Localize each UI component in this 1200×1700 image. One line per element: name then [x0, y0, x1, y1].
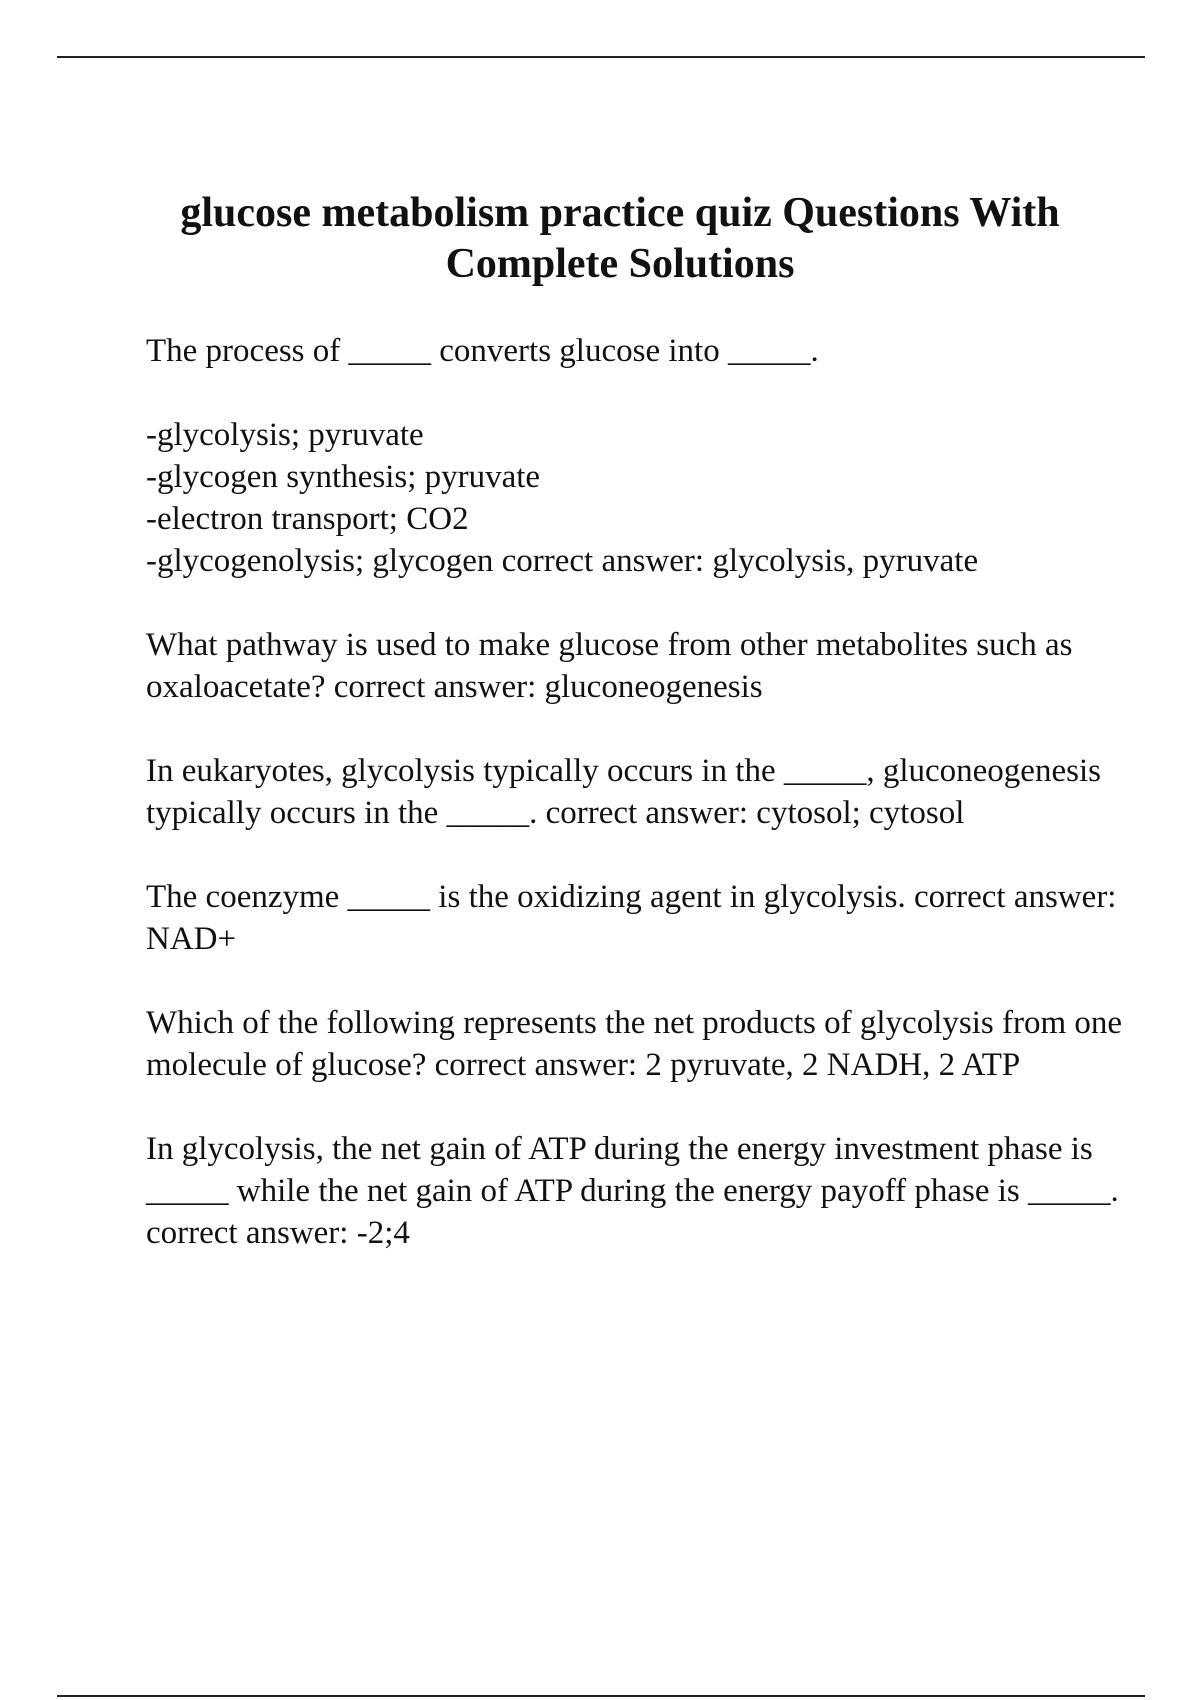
question-text: What pathway is used to make glucose from other metabolites such as oxaloacetate? correct answer: gluconeogenesis	[146, 627, 1073, 705]
answer-options	[146, 414, 1146, 582]
question-text: The coenzyme _____ is the oxidizing agent in glycolysis. correct answer: NAD+	[146, 879, 1117, 957]
question-text: Which of the following represents the net products of glycolysis from one molecule of glucose? correct answer: 2 pyruvate, 2 NADH, 2 ATP	[146, 1005, 1123, 1083]
question-text: The process of _____ converts glucose into _____.	[146, 333, 819, 369]
qa-item-5	[146, 1002, 1146, 1086]
option-item: -glycolysis; pyruvate	[146, 417, 424, 453]
option-item: -glycogen synthesis; pyruvate	[146, 459, 541, 495]
qa-item-6	[146, 1128, 1146, 1254]
qa-item-4	[146, 876, 1146, 960]
document-title: glucose metabolism practice quiz Questions With Complete Solutions	[180, 190, 1060, 287]
top-rule	[57, 56, 1145, 58]
question-text: In eukaryotes, glycolysis typically occurs in the _____, gluconeogenesis typically occurs in the _____. correct answer: cytosol; cytosol	[146, 753, 1101, 831]
qa-item-1	[146, 330, 1146, 582]
quiz-content	[146, 330, 1146, 1296]
option-item: -glycogenolysis; glycogen correct answer: glycolysis, pyruvate	[146, 543, 979, 579]
option-item: -electron transport; CO2	[146, 501, 469, 537]
question-text: In glycolysis, the net gain of ATP during the energy investment phase is _____ while the net gain of ATP during the energy payoff phase is _____. correct answer: -2;4	[146, 1131, 1119, 1251]
qa-item-2	[146, 624, 1146, 708]
bottom-rule	[57, 1695, 1145, 1697]
qa-item-3	[146, 750, 1146, 834]
